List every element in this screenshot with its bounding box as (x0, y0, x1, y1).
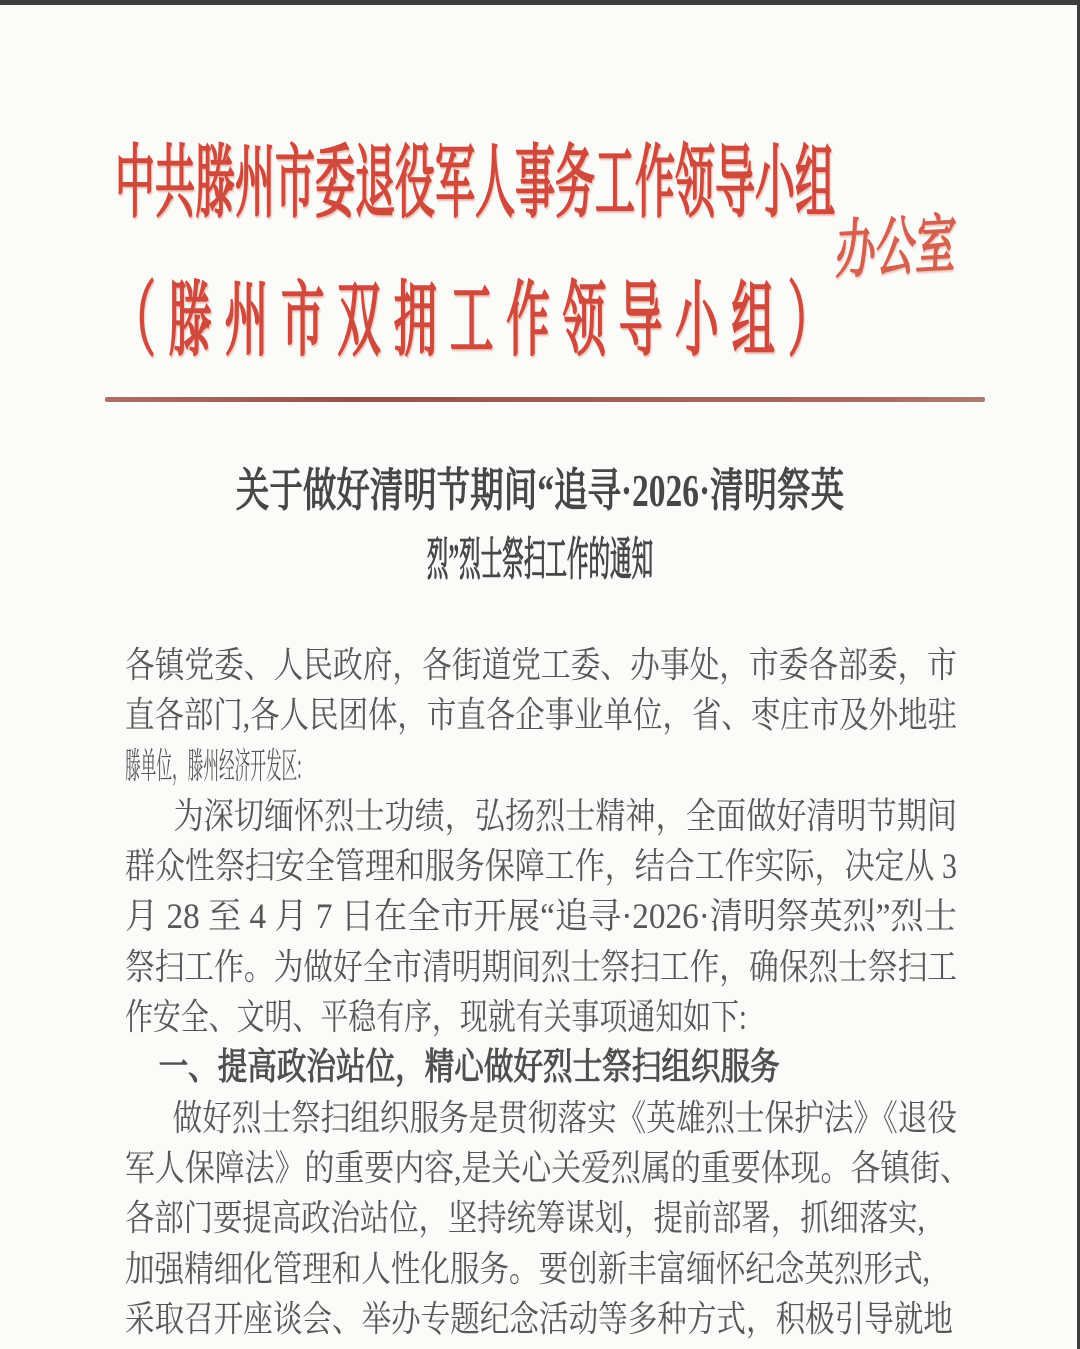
scan-edge-top (0, 0, 1080, 5)
body-line: 各镇党委、人民政府，各街道党工委、办事处，市委各部委，市 (125, 645, 958, 685)
body-line: 各部门要提高政治站位，坚持统筹谋划，提前部署，抓细落实, (125, 1198, 926, 1239)
body-line: 采取召开座谈会、举办专题纪念活动等多种方式，积极引导就地 (125, 1298, 954, 1339)
body-line: 作安全、文明、平稳有序，现就有关事项通知如下: (125, 997, 747, 1038)
document-title-line2: 烈”烈士祭扫工作的通知 (426, 534, 654, 585)
letterhead-org-alias: （滕州市双拥工作领导小组） (112, 275, 845, 366)
section-heading: 一、提高政治站位，精心做好烈士祭扫组织服务 (158, 1046, 780, 1088)
document-body (125, 640, 971, 1344)
body-line: 加强精细化管理和人性化服务。要创新丰富缅怀纪念英烈形式, (125, 1248, 931, 1289)
body-line: 军人保障法》的重要内容,是关心关爱烈属的重要体现。各镇街、 (125, 1147, 971, 1188)
body-line: 为深切缅怀烈士功绩，弘扬烈士精神，全面做好清明节期间 (173, 795, 958, 836)
document-title (0, 456, 1080, 594)
body-line: 祭扫工作。为做好全市清明期间烈士祭扫工作，确保烈士祭扫工 (125, 946, 958, 987)
body-line: 做好烈士祭扫组织服务是贯彻落实《英雄烈士保护法》《退役 (172, 1097, 958, 1138)
body-line: 群众性祭扫安全管理和服务保障工作，结合工作实际，决定从 3 (125, 846, 958, 887)
body-line: 滕单位，滕州经济开发区: (125, 745, 302, 786)
body-line: 月 28 至 4 月 7 日在全市开展“追寻·2026·清明祭英烈”烈士 (125, 896, 957, 937)
letterhead-divider-rule (105, 397, 985, 402)
letterhead-org-name: 中共滕州市委退役军人事务工作领导小组 (115, 140, 835, 228)
body-line: 直各部门,各人民团体，市直各企事业单位，省、枣庄市及外地驻 (125, 695, 958, 736)
letterhead-office-suffix: 办公室 (834, 208, 958, 287)
document-title-line1: 关于做好清明节期间“追寻·2026·清明祭英 (235, 465, 845, 516)
